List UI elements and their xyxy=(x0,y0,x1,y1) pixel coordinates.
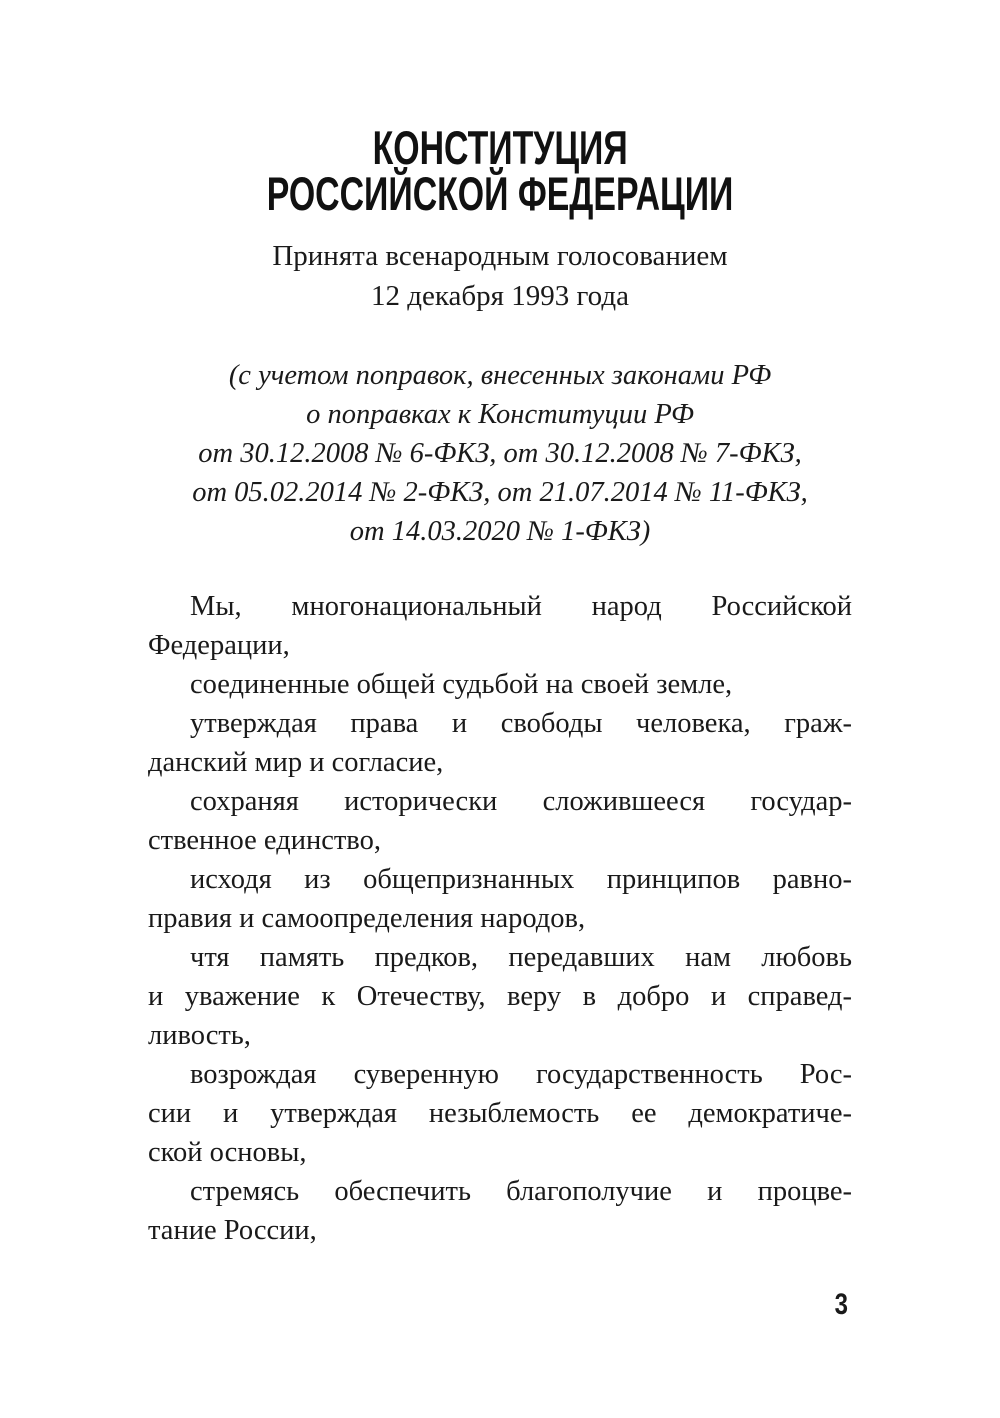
preamble-paragraph xyxy=(148,587,852,665)
preamble-line: правия и самоопределения народов, xyxy=(148,903,586,934)
adoption-line-1: Принята всенародным голосованием xyxy=(272,240,728,272)
amendment-line: от 14.03.2020 № 1-ФКЗ) xyxy=(349,516,651,547)
preamble-line: соединенные общей судьбой на своей земле, xyxy=(190,669,733,700)
preamble-text xyxy=(148,587,852,1250)
preamble-paragraph xyxy=(148,860,852,938)
preamble-line: тание России, xyxy=(148,1215,317,1246)
preamble-line: ственное единство, xyxy=(148,825,381,856)
preamble-paragraph xyxy=(148,1172,852,1250)
preamble-line: чтя память предков, передавших нам любовь xyxy=(190,942,852,973)
preamble-line: данский мир и согласие, xyxy=(148,747,444,778)
preamble-paragraph xyxy=(148,704,852,782)
page-number: 3 xyxy=(834,1288,849,1321)
preamble-line: сии и утверждая незыблемость ее демократиче- xyxy=(148,1098,852,1129)
preamble-paragraph xyxy=(148,1055,852,1172)
preamble-line: исходя из общепризнанных принципов равно- xyxy=(190,864,852,895)
title-line-1 xyxy=(0,121,1000,174)
preamble-paragraph xyxy=(148,938,852,1055)
title-line-2 xyxy=(0,167,1000,220)
title-text-2: РОССИЙСКОЙ ФЕДЕРАЦИИ xyxy=(266,167,734,220)
amendment-line: о поправках к Конституции РФ xyxy=(306,399,694,430)
preamble-paragraph xyxy=(148,665,852,704)
preamble-line: утверждая права и свободы человека, граж- xyxy=(190,708,852,739)
preamble-line: возрождая суверенную государственность Рос- xyxy=(190,1059,852,1090)
preamble-line: Мы, многонациональный народ Российской xyxy=(190,591,852,622)
adoption-note xyxy=(0,236,1000,316)
preamble-line: и уважение к Отечеству, веру в добро и справед- xyxy=(148,981,852,1012)
preamble-paragraph xyxy=(148,782,852,860)
preamble-line: ливость, xyxy=(148,1020,251,1051)
amendment-line: от 30.12.2008 № 6-ФКЗ, от 30.12.2008 № 7-ФКЗ, xyxy=(198,438,802,469)
amendments-note xyxy=(0,356,1000,551)
adoption-line-2: 12 декабря 1993 года xyxy=(371,280,629,312)
title-text-1: КОНСТИТУЦИЯ xyxy=(372,121,628,174)
preamble-line: Федерации, xyxy=(148,630,290,661)
preamble-line: ской основы, xyxy=(148,1137,307,1168)
preamble-line: стремясь обеспечить благополучие и процве- xyxy=(190,1176,852,1207)
preamble-line: сохраняя исторически сложившееся государ- xyxy=(190,786,852,817)
amendment-line: от 05.02.2014 № 2-ФКЗ, от 21.07.2014 № 11-ФКЗ, xyxy=(192,477,808,508)
amendment-line: (с учетом поправок, внесенных законами РФ xyxy=(228,360,772,391)
